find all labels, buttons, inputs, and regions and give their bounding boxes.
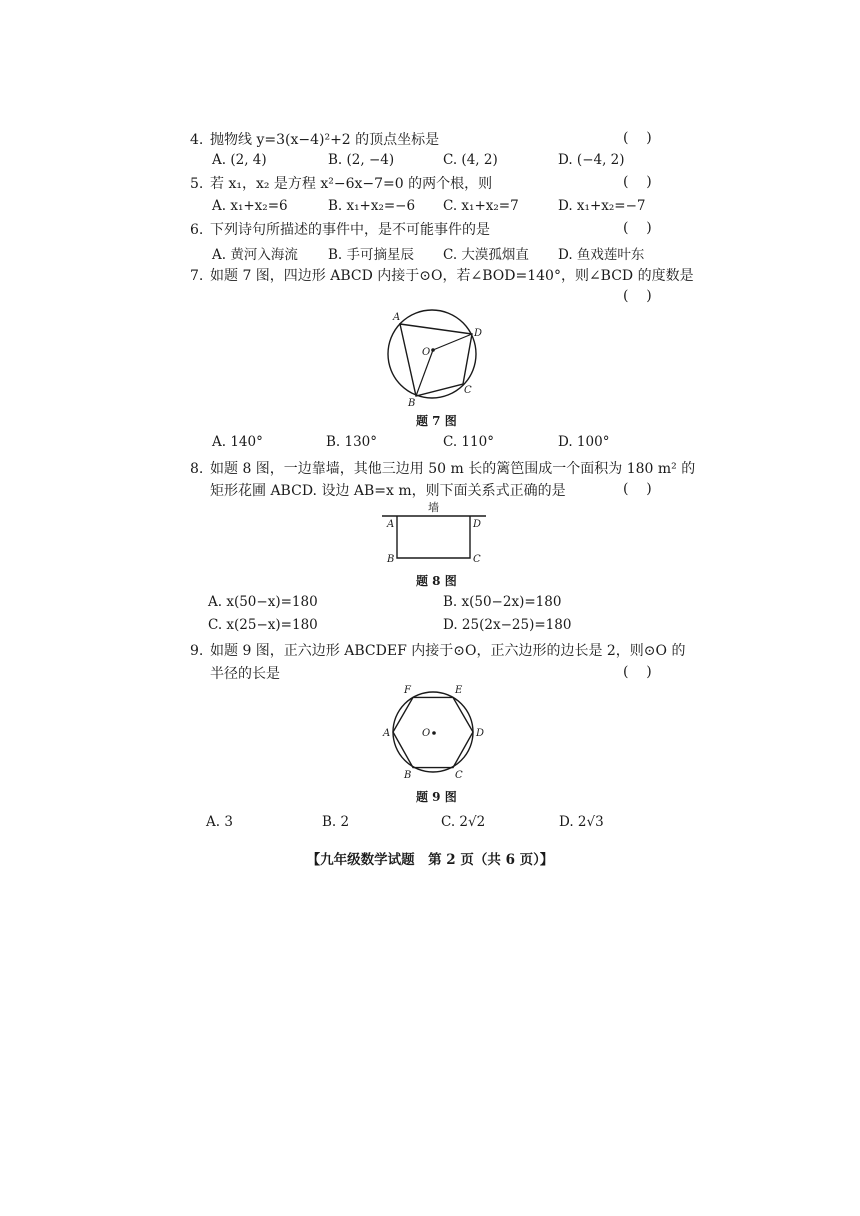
figure-9 <box>378 684 488 784</box>
question-9-option-a: A. 3 <box>206 814 233 830</box>
figure-7 <box>378 306 488 410</box>
figure-8-label-c: C <box>473 554 481 565</box>
question-4-option-a: A. (2, 4) <box>212 152 267 168</box>
question-7-option-b: B. 130° <box>326 434 378 450</box>
figure-7-label-b: B <box>408 398 416 409</box>
question-6: 6. 下列诗句所描述的事件中，是不可能事件的是 <box>190 222 490 238</box>
figure-7-center-point <box>431 348 435 352</box>
question-9-text-line1: 如题 9 图，正六边形 ABCDEF 内接于⊙O，正六边形的边长是 2，则⊙O 的 <box>210 643 686 659</box>
question-4-option-c: C. (4, 2) <box>443 152 498 168</box>
figure-7-caption: 题 7 图 <box>416 414 457 428</box>
question-8-text-line1: 如题 8 图，一边靠墙，其他三边用 50 m 长的篱笆围成一个面积为 180 m² 的 <box>210 461 696 477</box>
figure-7-label-o: O <box>422 347 431 358</box>
figure-9-caption: 题 9 图 <box>416 790 457 804</box>
question-9-answer-blank: ( ) <box>623 664 652 680</box>
question-6-answer-blank: ( ) <box>623 220 652 236</box>
figure-9-center-point <box>432 731 436 735</box>
figure-8-label-a: A <box>387 519 395 530</box>
question-4-answer-blank: ( ) <box>623 130 652 146</box>
question-4: 4. 抛物线 y=3(x−4)²+2 的顶点坐标是 <box>190 132 440 148</box>
figure-8-fence <box>397 516 470 558</box>
question-7-answer-blank: ( ) <box>623 288 652 304</box>
figure-9-label-a: A <box>383 728 391 739</box>
question-8-option-b: B. x(50−2x)=180 <box>443 594 562 610</box>
question-6-option-b: B. 手可摘星辰 <box>328 247 415 263</box>
question-9-option-b: B. 2 <box>322 814 350 830</box>
question-5-text: 若 x₁，x₂ 是方程 x²−6x−7=0 的两个根，则 <box>210 176 493 192</box>
figure-8-label-b: B <box>387 554 395 565</box>
question-8-text-line2: 矩形花圃 ABCD. 设边 AB=x m，则下面关系式正确的是 <box>210 483 566 499</box>
figure-9-label-b: B <box>404 770 412 781</box>
figure-9-label-o: O <box>422 728 431 739</box>
question-5-option-a: A. x₁+x₂=6 <box>212 198 288 214</box>
figure-8-wall-label: 墙 <box>428 501 439 514</box>
question-8-option-c: C. x(25−x)=180 <box>208 617 318 633</box>
question-4-text: 抛物线 y=3(x−4)²+2 的顶点坐标是 <box>210 132 440 148</box>
question-5-answer-blank: ( ) <box>623 174 652 190</box>
question-4-option-b: B. (2, −4) <box>328 152 395 168</box>
question-4-option-d: D. (−4, 2) <box>558 152 625 168</box>
question-6-option-c: C. 大漠孤烟直 <box>443 247 529 263</box>
question-8-option-d: D. 25(2x−25)=180 <box>443 617 572 633</box>
question-8-answer-blank: ( ) <box>623 481 652 497</box>
question-7-option-c: C. 110° <box>443 434 494 450</box>
question-7: 7. 如题 7 图，四边形 ABCD 内接于⊙O，若∠BOD=140°，则∠BCD 的度数是 <box>190 268 694 284</box>
question-7-text: 如题 7 图，四边形 ABCD 内接于⊙O，若∠BOD=140°，则∠BCD 的度数是 <box>210 268 694 284</box>
question-6-option-d: D. 鱼戏莲叶东 <box>558 247 645 263</box>
figure-9-label-c: C <box>455 770 463 781</box>
question-8: 8. 如题 8 图，一边靠墙，其他三边用 50 m 长的篱笆围成一个面积为 180 m² 的 <box>190 461 696 477</box>
question-6-text: 下列诗句所描述的事件中，是不可能事件的是 <box>210 222 490 238</box>
question-5-option-d: D. x₁+x₂=−7 <box>558 198 646 214</box>
figure-8-caption: 题 8 图 <box>416 574 457 588</box>
question-5-option-c: C. x₁+x₂=7 <box>443 198 519 214</box>
question-9: 9. 如题 9 图，正六边形 ABCDEF 内接于⊙O，正六边形的边长是 2，则⊙O 的 <box>190 643 686 659</box>
question-9-text-line2: 半径的长是 <box>210 666 280 682</box>
figure-7-segment-od <box>433 334 472 350</box>
question-9-option-d: D. 2√3 <box>559 814 604 830</box>
question-8-option-a: A. x(50−x)=180 <box>208 594 318 610</box>
figure-9-label-f: F <box>404 685 411 696</box>
question-5: 5. 若 x₁，x₂ 是方程 x²−6x−7=0 的两个根，则 <box>190 176 493 192</box>
figure-7-label-a: A <box>393 312 401 323</box>
question-6-option-a: A. 黄河入海流 <box>212 247 298 263</box>
figure-7-label-c: C <box>464 385 472 396</box>
figure-9-label-d: D <box>476 728 485 739</box>
question-7-option-d: D. 100° <box>558 434 610 450</box>
page-footer: 【九年级数学试题 第 2 页（共 6 页）】 <box>306 852 554 868</box>
figure-8-label-d: D <box>473 519 482 530</box>
figure-8 <box>374 500 494 568</box>
question-7-option-a: A. 140° <box>212 434 263 450</box>
figure-9-label-e: E <box>455 685 463 696</box>
question-9-option-c: C. 2√2 <box>441 814 486 830</box>
figure-7-label-d: D <box>474 328 483 339</box>
question-5-option-b: B. x₁+x₂=−6 <box>328 198 416 214</box>
figure-7-quadrilateral <box>400 324 472 396</box>
